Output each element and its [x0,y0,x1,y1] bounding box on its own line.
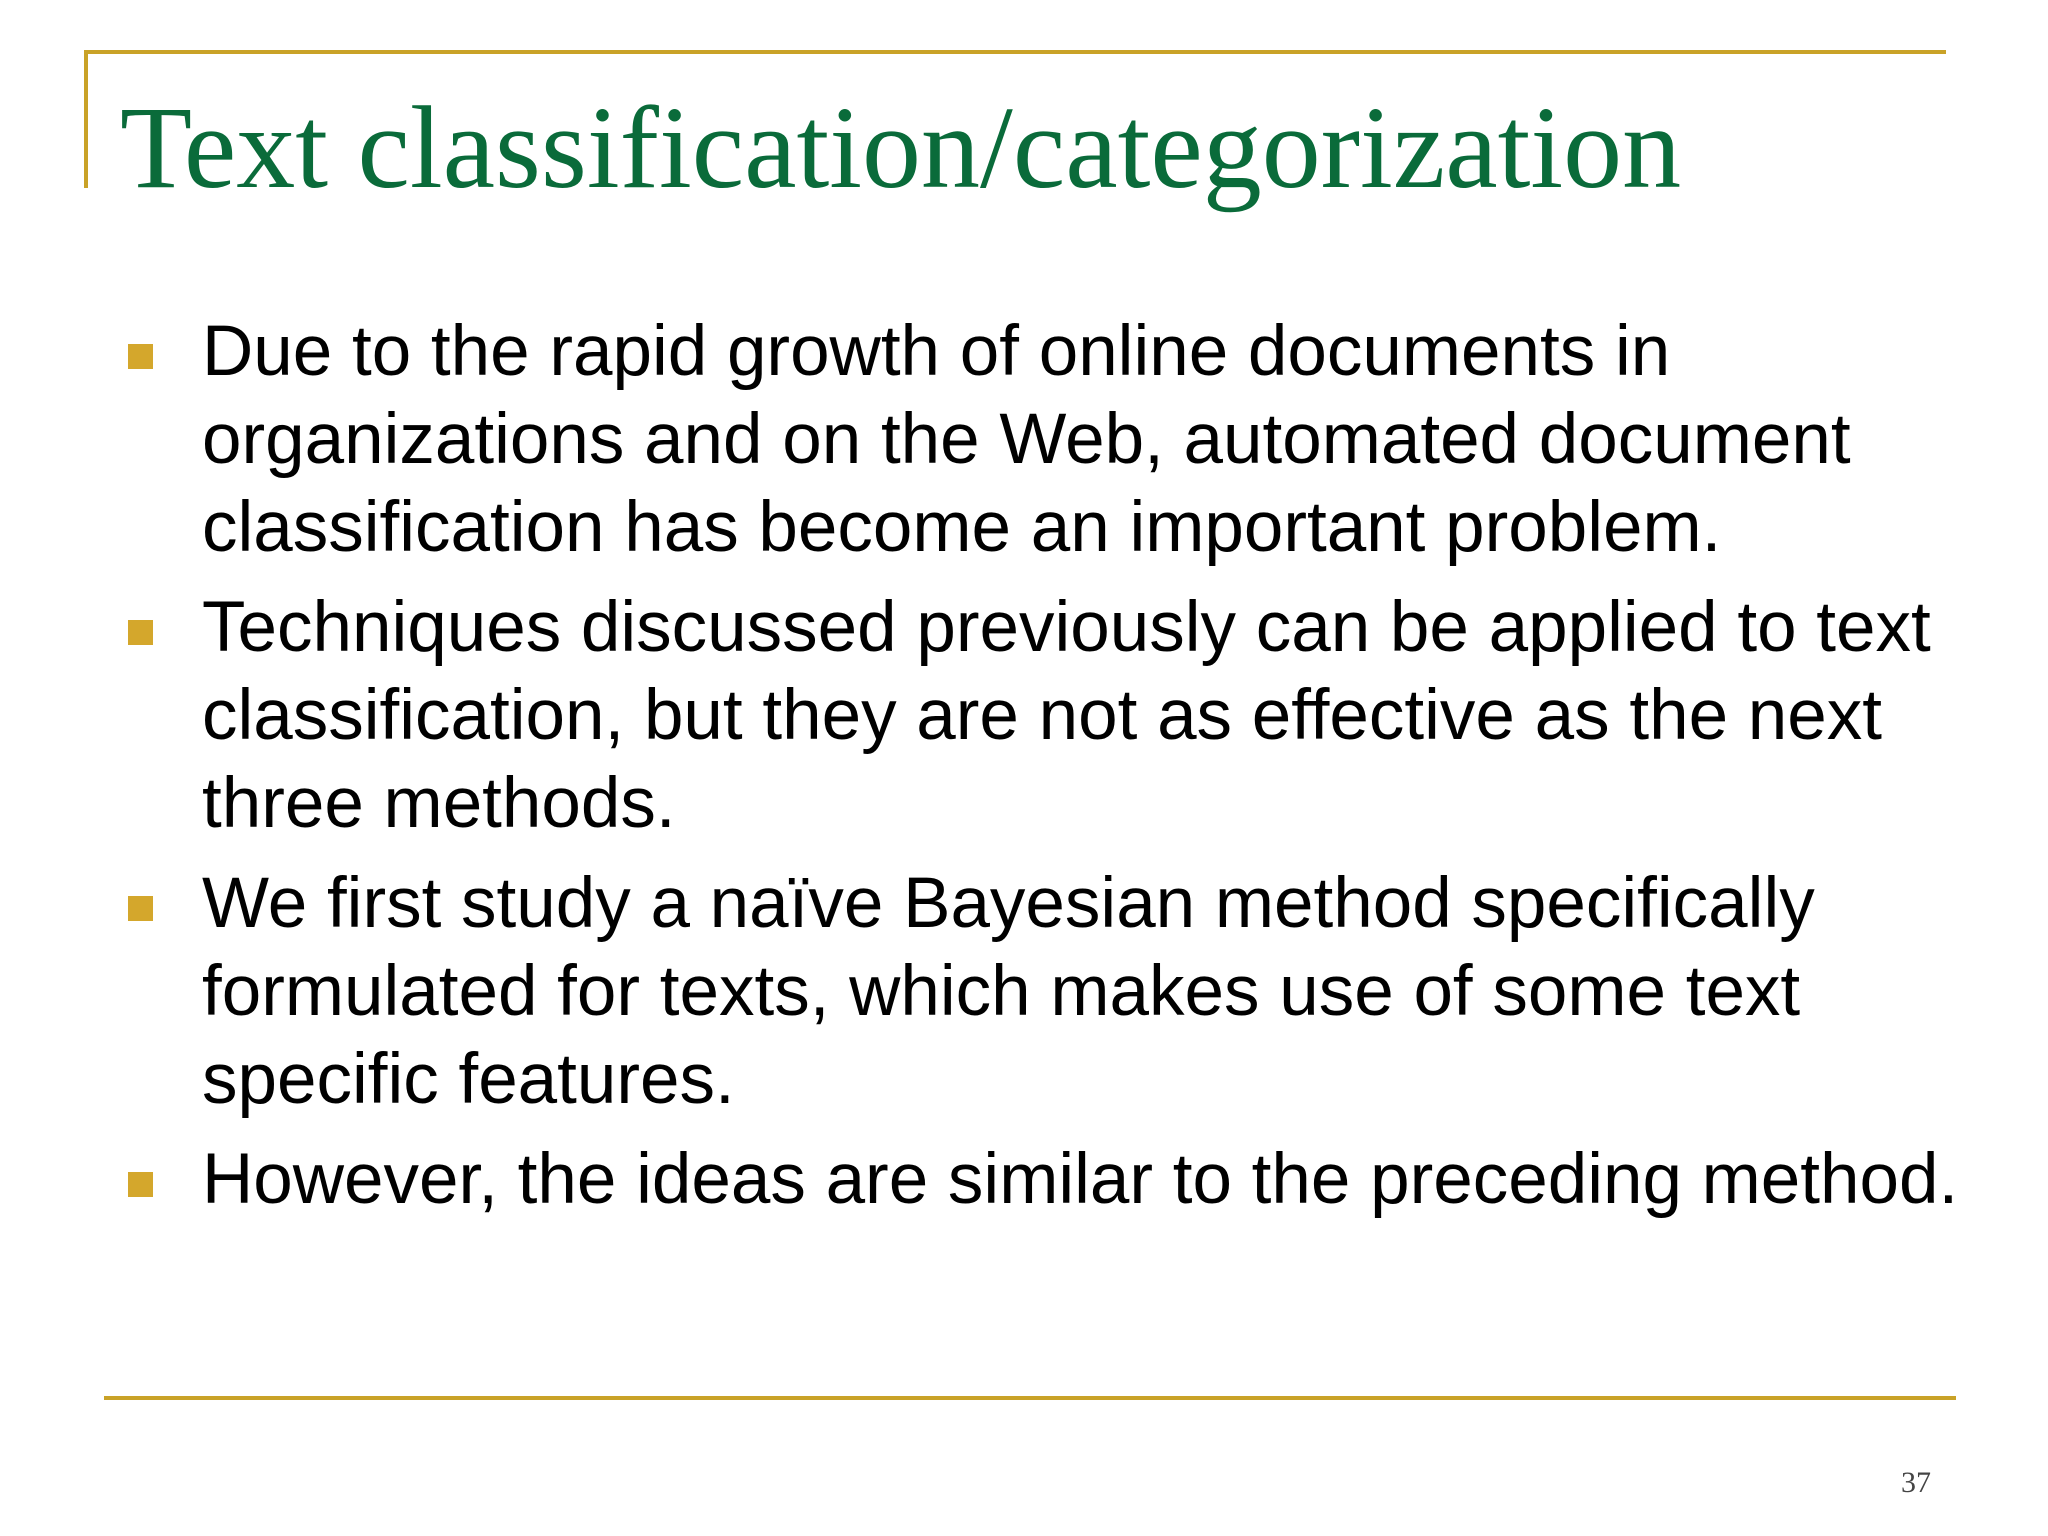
bullet-text: However, the ideas are similar to the preceding method. [202,1140,1959,1219]
bottom-rule [104,1396,1956,1400]
left-rule [84,50,88,188]
square-bullet-icon [128,1172,153,1197]
top-rule [84,50,1946,54]
bullet-item [120,584,1970,848]
square-bullet-icon [128,620,153,645]
slide-title: Text classification/categorization [120,82,1682,213]
bullet-text: Due to the rapid growth of online documents in organizations and on the Web, automated document classification has become an important problem. [202,312,1851,567]
bullet-item [120,308,1970,572]
page-number: 37 [1901,1466,1931,1499]
square-bullet-icon [128,896,153,921]
bullet-text: We first study a naïve Bayesian method specifically formulated for texts, which makes use of some text specific features. [202,864,1815,1119]
bullet-text: Techniques discussed previously can be applied to text classification, but they are not as effective as the next three methods. [202,588,1931,843]
square-bullet-icon [128,344,153,369]
bullet-item [120,1136,1970,1224]
bullet-list [120,308,1970,1236]
bullet-item [120,860,1970,1124]
